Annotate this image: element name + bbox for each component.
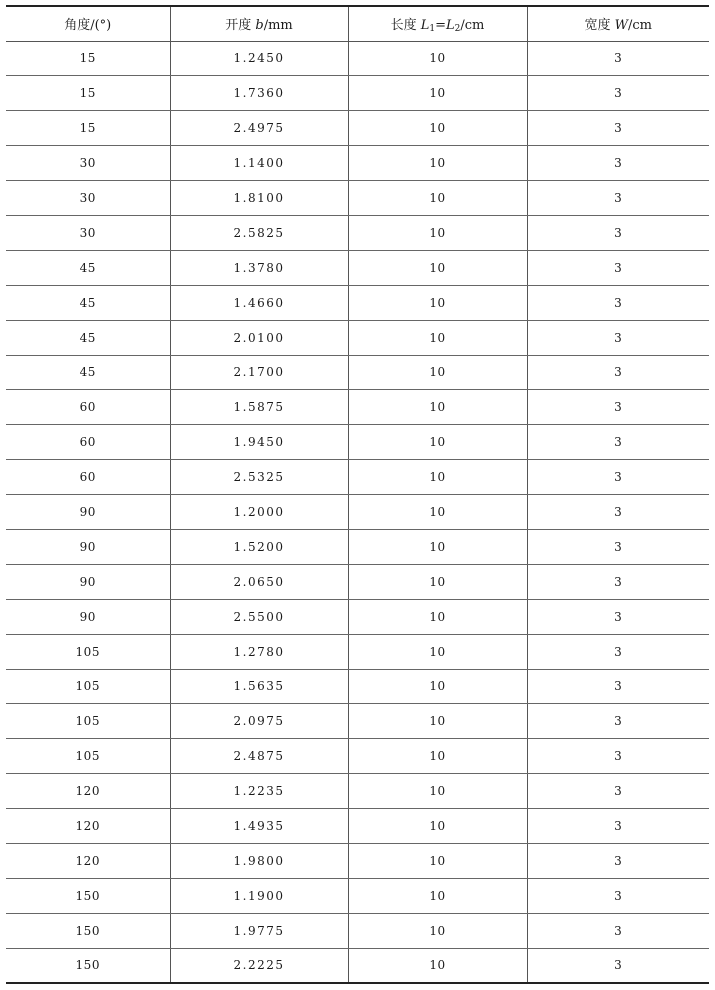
cell-width: 3: [527, 146, 709, 181]
table-row: [6, 564, 709, 599]
cell-angle: 30: [6, 215, 170, 250]
table-row: [6, 878, 709, 913]
cell-width: 3: [527, 739, 709, 774]
cell-length: 10: [348, 250, 527, 285]
cell-length: 10: [348, 215, 527, 250]
cell-length: 10: [348, 41, 527, 76]
cell-opening: 1.1900: [170, 878, 348, 913]
cell-width: 3: [527, 285, 709, 320]
cell-length: 10: [348, 913, 527, 948]
cell-width: 3: [527, 355, 709, 390]
cell-length: 10: [348, 460, 527, 495]
header-width-var: W: [614, 18, 628, 34]
cell-length: 10: [348, 495, 527, 530]
table-row: [6, 669, 709, 704]
cell-width: 3: [527, 878, 709, 913]
header-opening-var: b: [255, 18, 264, 34]
cell-length: 10: [348, 425, 527, 460]
table-row: [6, 355, 709, 390]
header-length-var1: L: [420, 17, 430, 33]
cell-length: 10: [348, 634, 527, 669]
cell-length: 10: [348, 739, 527, 774]
cell-opening: 1.3780: [170, 250, 348, 285]
data-table: [6, 5, 709, 984]
header-row: [6, 6, 709, 41]
table-row: [6, 948, 709, 983]
cell-length: 10: [348, 669, 527, 704]
table-row: [6, 41, 709, 76]
cell-width: 3: [527, 669, 709, 704]
table-header: [6, 6, 709, 41]
cell-opening: 2.0975: [170, 704, 348, 739]
header-length-sub1: 1: [429, 23, 436, 34]
cell-width: 3: [527, 215, 709, 250]
table-row: [6, 320, 709, 355]
cell-opening: 2.4975: [170, 111, 348, 146]
cell-angle: 30: [6, 181, 170, 216]
cell-length: 10: [348, 111, 527, 146]
cell-length: 10: [348, 76, 527, 111]
cell-width: 3: [527, 460, 709, 495]
cell-angle: 90: [6, 599, 170, 634]
cell-angle: 105: [6, 739, 170, 774]
cell-opening: 2.5500: [170, 599, 348, 634]
cell-angle: 45: [6, 355, 170, 390]
cell-angle: 15: [6, 76, 170, 111]
cell-angle: 45: [6, 320, 170, 355]
cell-length: 10: [348, 809, 527, 844]
cell-angle: 90: [6, 495, 170, 530]
header-angle-label: 角度/(°): [64, 18, 112, 34]
cell-width: 3: [527, 425, 709, 460]
cell-angle: 120: [6, 809, 170, 844]
cell-opening: 1.9800: [170, 843, 348, 878]
cell-length: 10: [348, 843, 527, 878]
cell-angle: 150: [6, 878, 170, 913]
cell-opening: 1.7360: [170, 76, 348, 111]
cell-opening: 1.2780: [170, 634, 348, 669]
cell-angle: 120: [6, 774, 170, 809]
header-opening-prefix: 开度: [225, 18, 256, 34]
cell-opening: 1.9450: [170, 425, 348, 460]
table-row: [6, 425, 709, 460]
header-width-prefix: 宽度: [584, 18, 615, 34]
header-opening: [170, 6, 348, 41]
table-row: [6, 704, 709, 739]
cell-width: 3: [527, 564, 709, 599]
cell-width: 3: [527, 774, 709, 809]
cell-angle: 45: [6, 285, 170, 320]
cell-opening: 1.8100: [170, 181, 348, 216]
cell-angle: 60: [6, 390, 170, 425]
cell-angle: 150: [6, 948, 170, 983]
cell-width: 3: [527, 390, 709, 425]
table-row: [6, 739, 709, 774]
header-length-eq: =: [435, 17, 447, 33]
cell-angle: 60: [6, 460, 170, 495]
cell-width: 3: [527, 529, 709, 564]
table-row: [6, 250, 709, 285]
cell-length: 10: [348, 181, 527, 216]
table-row: [6, 809, 709, 844]
cell-angle: 120: [6, 843, 170, 878]
cell-length: 10: [348, 774, 527, 809]
cell-angle: 105: [6, 634, 170, 669]
cell-opening: 1.9775: [170, 913, 348, 948]
cell-opening: 2.2225: [170, 948, 348, 983]
header-length-unit: /cm: [460, 17, 485, 33]
cell-width: 3: [527, 634, 709, 669]
cell-angle: 105: [6, 669, 170, 704]
cell-length: 10: [348, 948, 527, 983]
table-row: [6, 390, 709, 425]
cell-length: 10: [348, 704, 527, 739]
cell-angle: 105: [6, 704, 170, 739]
table-row: [6, 460, 709, 495]
cell-width: 3: [527, 181, 709, 216]
cell-width: 3: [527, 320, 709, 355]
table-row: [6, 181, 709, 216]
cell-angle: 90: [6, 564, 170, 599]
cell-opening: 2.0650: [170, 564, 348, 599]
cell-width: 3: [527, 948, 709, 983]
table-row: [6, 215, 709, 250]
table-row: [6, 599, 709, 634]
cell-length: 10: [348, 599, 527, 634]
cell-width: 3: [527, 704, 709, 739]
cell-width: 3: [527, 809, 709, 844]
cell-opening: 1.2450: [170, 41, 348, 76]
table-row: [6, 913, 709, 948]
cell-opening: 1.5200: [170, 529, 348, 564]
header-length: [348, 6, 527, 41]
cell-angle: 15: [6, 111, 170, 146]
cell-angle: 90: [6, 529, 170, 564]
cell-width: 3: [527, 913, 709, 948]
cell-angle: 60: [6, 425, 170, 460]
header-length-var2: L: [446, 17, 455, 33]
cell-opening: 2.4875: [170, 739, 348, 774]
cell-width: 3: [527, 76, 709, 111]
cell-angle: 15: [6, 41, 170, 76]
table-row: [6, 634, 709, 669]
table-row: [6, 529, 709, 564]
cell-width: 3: [527, 495, 709, 530]
cell-opening: 1.1400: [170, 146, 348, 181]
cell-width: 3: [527, 843, 709, 878]
table-row: [6, 111, 709, 146]
cell-width: 3: [527, 599, 709, 634]
header-opening-unit: /mm: [263, 18, 293, 34]
cell-length: 10: [348, 564, 527, 599]
table-row: [6, 76, 709, 111]
cell-opening: 2.0100: [170, 320, 348, 355]
cell-opening: 2.1700: [170, 355, 348, 390]
table-row: [6, 146, 709, 181]
cell-length: 10: [348, 285, 527, 320]
cell-width: 3: [527, 250, 709, 285]
cell-opening: 1.4660: [170, 285, 348, 320]
cell-opening: 2.5325: [170, 460, 348, 495]
cell-angle: 150: [6, 913, 170, 948]
cell-opening: 1.2000: [170, 495, 348, 530]
cell-angle: 45: [6, 250, 170, 285]
table-row: [6, 495, 709, 530]
header-length-sub2: 2: [454, 23, 461, 34]
cell-length: 10: [348, 529, 527, 564]
cell-opening: 1.4935: [170, 809, 348, 844]
cell-length: 10: [348, 390, 527, 425]
cell-width: 3: [527, 41, 709, 76]
cell-opening: 1.5875: [170, 390, 348, 425]
header-width: [527, 6, 709, 41]
header-angle: [6, 6, 170, 41]
table-row: [6, 843, 709, 878]
table-row: [6, 285, 709, 320]
cell-length: 10: [348, 878, 527, 913]
cell-width: 3: [527, 111, 709, 146]
table-row: [6, 774, 709, 809]
cell-length: 10: [348, 355, 527, 390]
table-body: [6, 41, 709, 983]
cell-angle: 30: [6, 146, 170, 181]
cell-opening: 2.5825: [170, 215, 348, 250]
cell-opening: 1.2235: [170, 774, 348, 809]
cell-length: 10: [348, 146, 527, 181]
cell-length: 10: [348, 320, 527, 355]
header-length-prefix: 长度: [390, 17, 421, 33]
header-width-unit: /cm: [628, 18, 652, 34]
cell-opening: 1.5635: [170, 669, 348, 704]
